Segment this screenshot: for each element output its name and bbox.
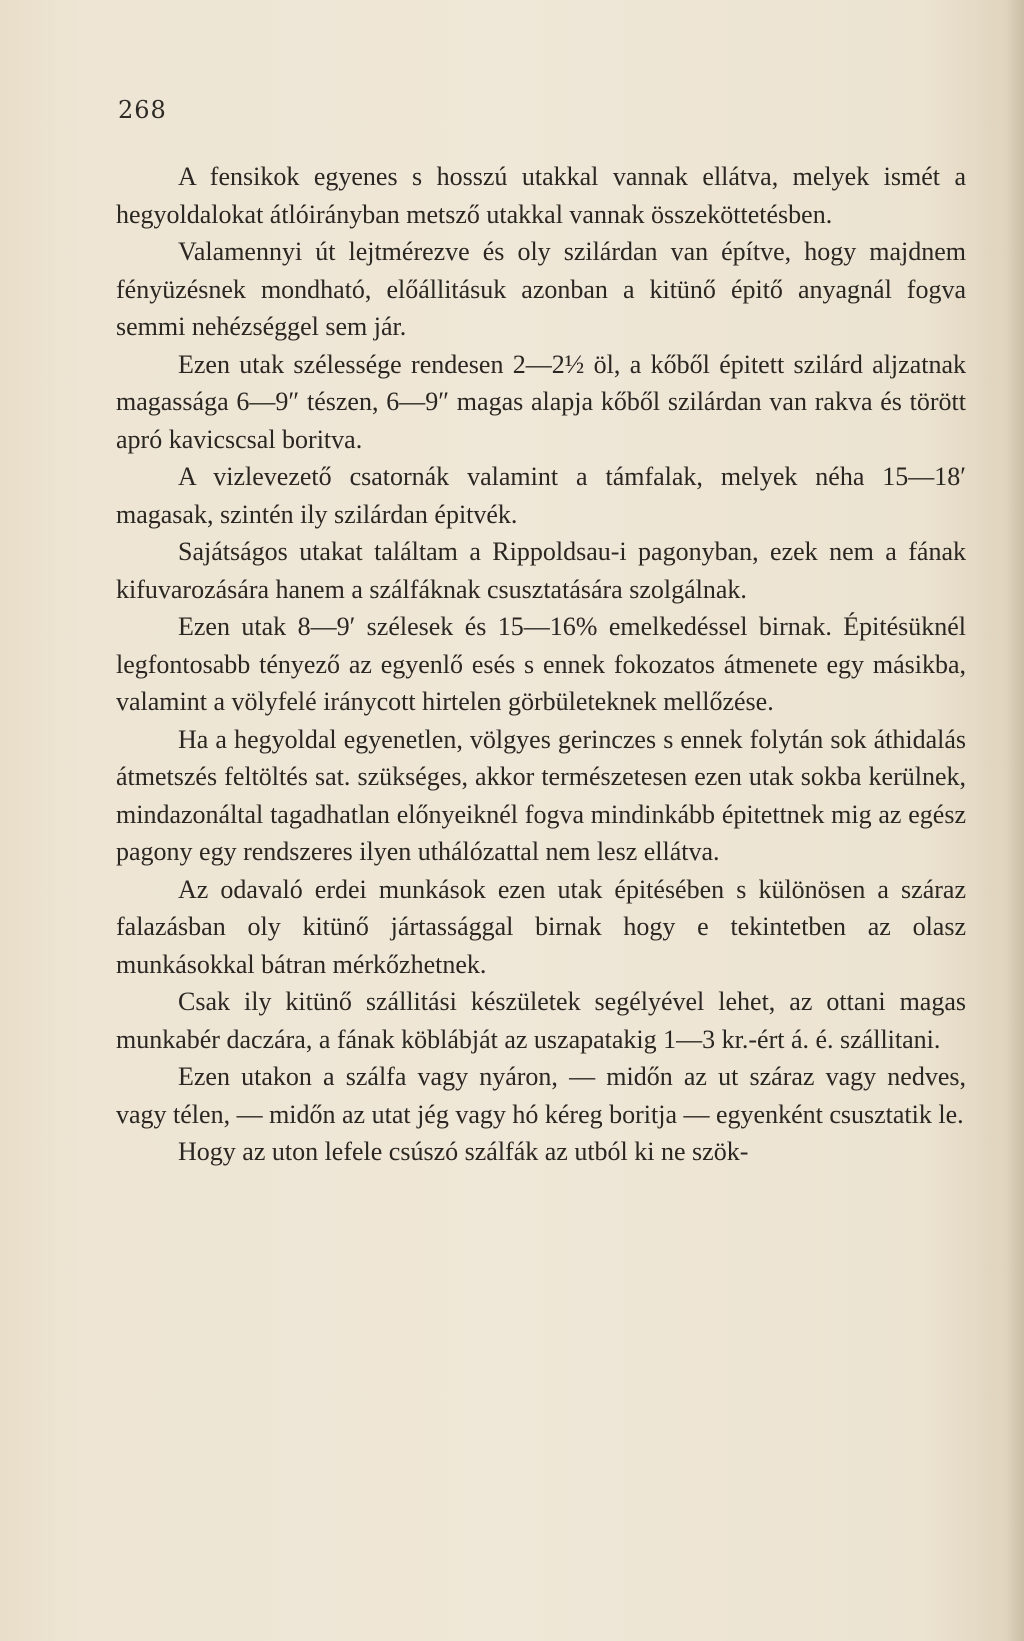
paragraph-7: Ha a hegyoldal egyenetlen, völgyes gerinczes s ennek folytán sok áthidalás átmetszés feltöltés sat. szükséges, akkor természetesen ezen utak sokba kerülnek, mindazonáltal tagadhatlan előnyeiknél fogva mindinkább épitettnek mig az egész pagony egy rendszeres ilyen uthálózattal nem lesz ellátva.	[116, 724, 966, 866]
paragraph-1: A fensikok egyenes s hosszú utakkal vannak ellátva, melyek ismét a hegyoldalokat átlóirányban metsző utakkal vannak összeköttetésben.	[116, 162, 966, 229]
paragraph-2: Valamennyi út lejtmérezve és oly szilárdan van építve, hogy majdnem fényüzésnek mondható, előállitásuk azonban a kitünő épitő anyagnál fogva semmi nehézséggel sem jár.	[116, 237, 966, 341]
paragraph-3: Ezen utak szélessége rendesen 2—2½ öl, a kőből épitett szilárd aljzatnak magassága 6—9″ tészen, 6—9″ magas alapja kőből szilárdan van rakva és törött apró kavicscsal boritva.	[116, 349, 966, 454]
paragraph-10: Ezen utakon a szálfa vagy nyáron, — midőn az ut száraz vagy nedves, vagy télen, — midőn az utat jég vagy hó kéreg boritja — egyenként csusztatik le.	[116, 1062, 966, 1129]
page-number: 268	[118, 96, 167, 124]
paragraph-4: A vizlevezető csatornák valamint a támfalak, melyek néha 15—18′ magasak, szintén ily szilárdan épitvék.	[116, 462, 966, 529]
paragraph-8: Az odavaló erdei munkások ezen utak épitésében s különösen a száraz falazásban oly kitünő jártassággal birnak hogy e tekintetben az olasz munkásokkal bátran mérkőzhetnek.	[116, 874, 966, 979]
paragraph-11: Hogy az uton lefele csúszó szálfák az utból ki ne szök-	[178, 1137, 749, 1166]
paragraph-9: Csak ily kitünő szállitási készületek segélyével lehet, az ottani magas munkabér daczára, a fának köblábját az uszapatakig 1—3 kr.-ért á. é. szállitani.	[116, 987, 966, 1054]
paragraph-6: Ezen utak 8—9′ szélesek és 15—16% emelkedéssel birnak. Épitésüknél legfontosabb tényező az egyenlő esés s ennek fokozatos átmenete egy másikba, valamint a völyfelé iránycott hirtelen görbületeknek mellőzése.	[116, 612, 966, 716]
paragraph-5: Sajátságos utakat találtam a Rippoldsau-i pagonyban, ezek nem a fának kifuvarozására hanem a szálfáknak csusztatására szolgálnak.	[116, 537, 966, 604]
body-text	[116, 158, 966, 1171]
page-edge-shadow	[1006, 0, 1024, 1641]
